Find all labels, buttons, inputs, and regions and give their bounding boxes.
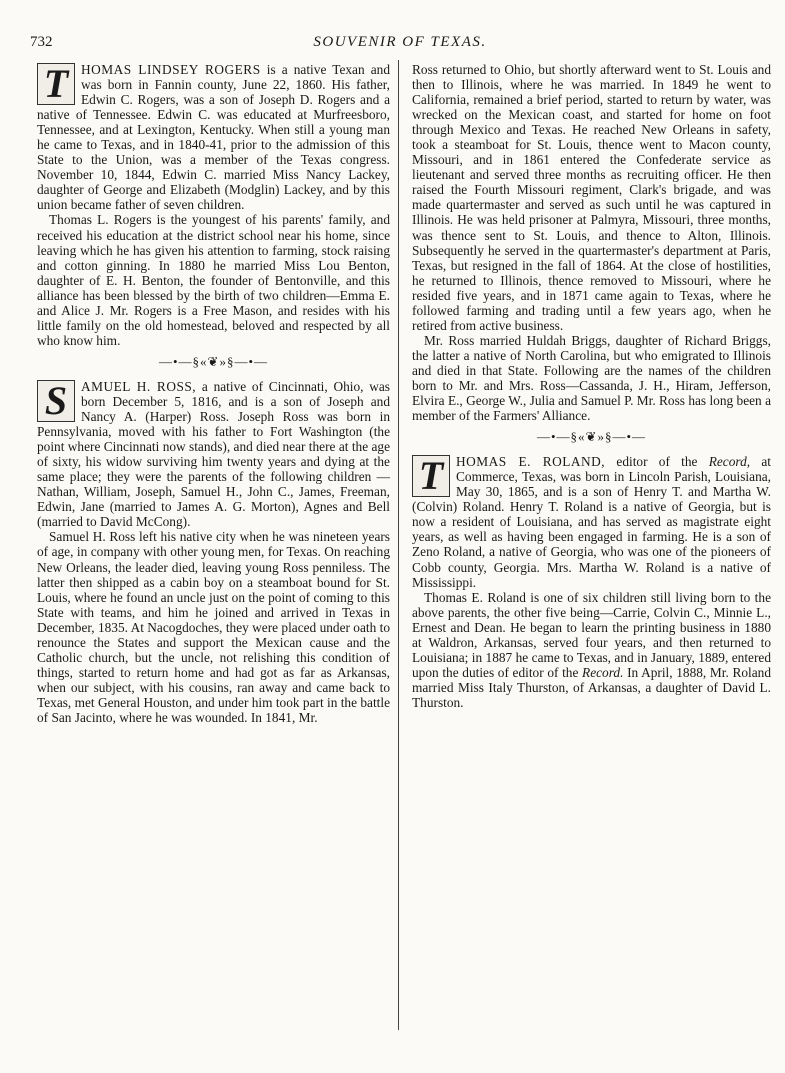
- left-column: [37, 62, 390, 725]
- roland-paragraph-2: [412, 590, 771, 710]
- rogers-paragraph-2: Thomas L. Rogers is the youngest of his parents' family, and received his education at the district school near his home, since leaving which he has given his attention to farming, stock raising and cotton ginning. In 1880 he married Miss Lou Benton, daughter of E. H. Benton, the founder of Bentonville, and this alliance has been blessed by the birth of two children—Emma E. and Alice J. Mr. Rogers is a Free Mason, and resides with his little family on the old homestead, beloved and respected by all who know him.: [37, 212, 390, 348]
- roland-paragraph-1: [412, 454, 771, 589]
- column-divider: [398, 60, 399, 1030]
- roland-text-1a: editor of the: [616, 454, 698, 470]
- bio-ross-continued: [412, 62, 771, 423]
- rogers-dropcap: T: [37, 63, 75, 105]
- roland-text-2a: Thomas E. Roland is one of six children still living born to the above parents, the other five being—Carrie, Colvin C., Minnie L., Ernest and Dean. He began to learn the printing business in 1880 at Waldron, Arkansas, served four years, and then returned to Louisiana; in 1887 he came to Texas, and in January, 1889, entered upon the duties of editor of the: [412, 589, 771, 680]
- bio-ross: [37, 379, 390, 725]
- rogers-text-1: is a native Texan and was born in Fannin county, June 22, 1860. His father, Edwin C. Rogers, was a son of Joseph D. Rogers and a native of Tennessee. Edwin C. was educated at Murfreesboro, Tennessee, and at Lexington, Kentucky. When still a young man he came to Texas, and in 1840-41, prior to the admission of this State to the Union, was a member of the Texas congress. November 10, 1844, Edwin C. married Miss Nancy Lackey, daughter of George and Elizabeth (Modglin) Lackey, and by this union became father of seven children.: [37, 62, 390, 213]
- page-number: 732: [30, 34, 53, 50]
- running-title: SOUVENIR OF TEXAS.: [313, 34, 487, 50]
- ross-dropcap: S: [37, 380, 75, 422]
- roland-text-1b: at Commerce, Texas, was born in Lincoln Parish, Louisiana, May 30, 1865, and is a son of Henry T. and Martha W. (Colvin) Roland. Henry T. Roland is a native of Georgia, but is now a resident of Louisiana, and has served as magistrate eight years, as well as having been engaged in farming. He is a son of Zeno Roland, a native of Georgia, who was one of the pioneers of Cobb county, Georgia. Mrs. Martha W. Roland is a native of Mississippi.: [412, 454, 772, 590]
- roland-record-1: Record,: [708, 454, 751, 470]
- bio-rogers: [37, 62, 390, 348]
- rogers-lead: HOMAS LINDSEY ROGERS: [81, 62, 261, 77]
- ross-text-1: a native of Cincinnati, Ohio, was born December 5, 1816, and is a son of Joseph and Nancy A. (Harper) Ross. Joseph Ross was born in Pennsylvania, moved with his father to Fort Washington (the point where Cincinnati now stands), and died near there at the age of sixty, his widow surviving him twenty years and dying at the same place; they were the parents of the following children — Nathan, William, Joseph, Samuel H., John C., James, Freeman, Edwin, Jane (married to James A. G. Morton), Agnes and Bell (married to David McCong).: [37, 378, 390, 530]
- roland-record-2: Record.: [582, 664, 624, 680]
- ross-lead: AMUEL H. ROSS,: [81, 378, 197, 394]
- rogers-paragraph-1: [37, 62, 390, 212]
- ross-paragraph-4: Mr. Ross married Huldah Briggs, daughter of Richard Briggs, the latter a native of North Carolina, but who emigrated to Illinois and died in that State. Following are the names of the children born to Mr. and Mrs. Ross—Cassanda, J. H., Hiram, Jefferson, Elvira E., George W., Julia and Samuel P. Mr. Ross has long been a member of the Farmers' Alliance.: [412, 332, 771, 424]
- ornament-divider-2: —•—§«❦»§—•—: [537, 429, 646, 445]
- ross-paragraph-1: [37, 379, 390, 529]
- ross-paragraph-3: Ross returned to Ohio, but shortly afterward went to St. Louis and then to Illinois, where he was married. In 1849 he went to California, remained a brief period, started to return by water, was wrecked on the Mexican coast, and started for home on foot through Mexico and Texas. He reached New Orleans in safety, took a steamboat for St. Louis, thence went to Macon county, Missouri, and in 1861 entered the Confederate service as lieutenant and served three months as recruiting officer. He then raised the Fourth Missouri regiment, Clark's brigade, and was made quartermaster and served as such until he was captured in Illinois. He was held prisoner at Palmyra, Missouri, three months, was thence sent to St. Louis, and thence to Alton, Illinois. Subsequently he served in the quartermaster's department at Paris, Texas, but resigned in the fall of 1864. At the close of hostilities, he returned to Illinois, thence removed to Missouri, where he resided five years, and in 1871 came again to Texas, where he followed farming and trading until a few years ago, when he retired from active business.: [412, 62, 771, 333]
- bio-roland: [412, 454, 771, 710]
- roland-text-2b: In April, 1888, Mr. Roland married Miss Italy Thurston, of Arkansas, a daughter of David L. Thurston.: [412, 664, 772, 710]
- ross-paragraph-2: Samuel H. Ross left his native city when he was nineteen years of age, in company with other young men, for Texas. On reaching New Orleans, the leader died, leaving young Ross penniless. The latter then shipped as a cabin boy on a steamboat bound for St. Louis, where he found an uncle just on the point of coming to this State with teams, and him he joined and arrived in Texas in December, 1835. At Nacogdoches, they were placed under oath to renounce the States and support the Mexican cause and the Catholic church, but the uncle, not relishing this condition of things, started to return home and had got as far as Arkansas, when our subject, with his cousins, ran away and came back to Texas, met General Houston, and under him took part in the battle of San Jacinto, where he was wounded. In 1841, Mr.: [37, 529, 390, 725]
- ornament-divider: —•—§«❦»§—•—: [159, 353, 268, 369]
- right-column: [412, 62, 771, 710]
- roland-dropcap: T: [412, 455, 450, 497]
- page-header: [30, 34, 770, 54]
- roland-lead: HOMAS E. ROLAND,: [456, 454, 606, 470]
